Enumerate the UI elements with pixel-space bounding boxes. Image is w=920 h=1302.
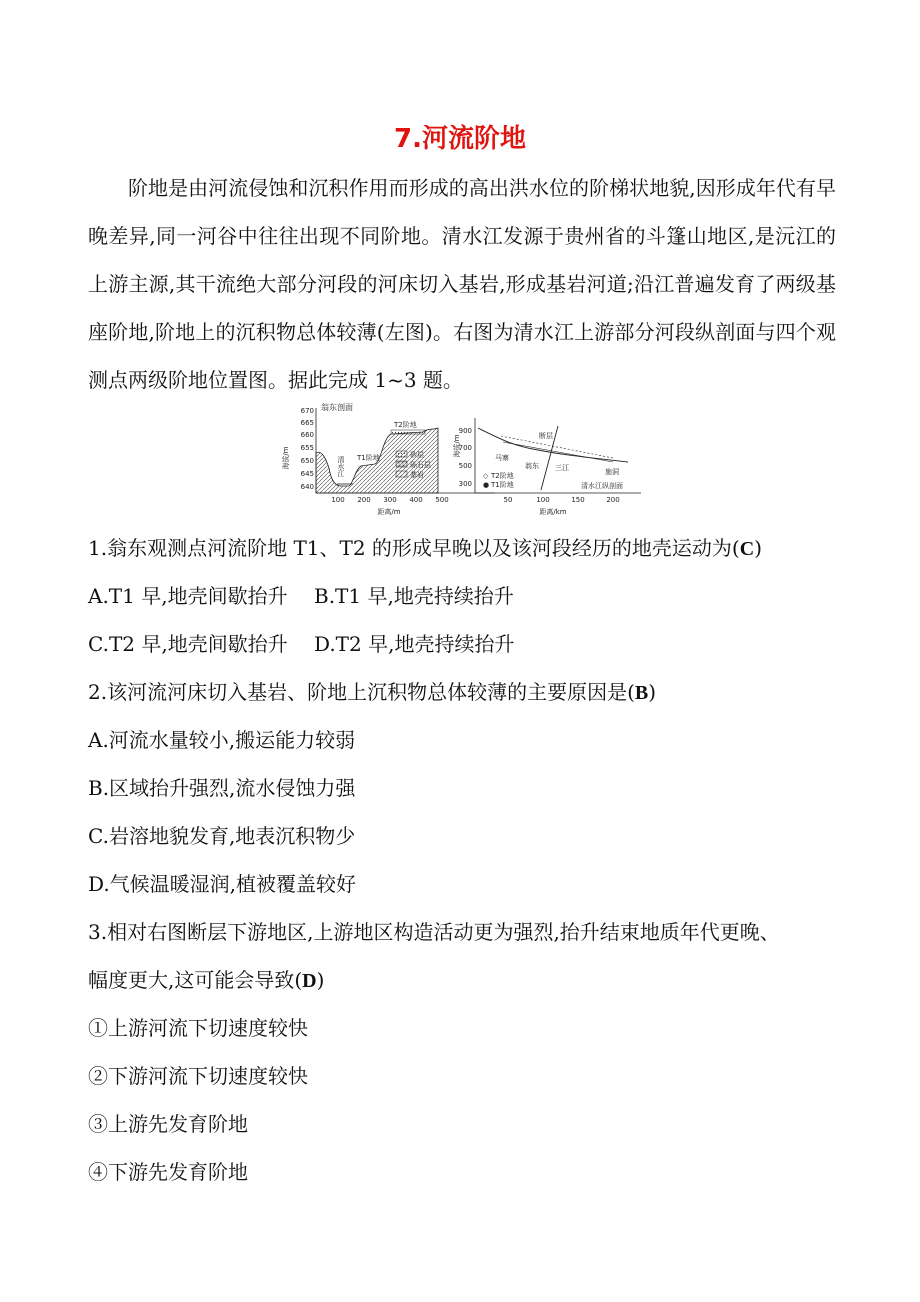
q2-option-b: B.区域抬升强烈,流水侵蚀力强 [88,776,356,800]
left-ytick: 670 [300,407,314,415]
left-y-label: 海拔/m [282,446,290,470]
question-2-answer: B [634,682,649,704]
legend-gravel-swatch [396,461,407,467]
left-xtick: 100 [331,496,345,504]
question-1-close: ) [754,536,762,560]
legend-gravel: 砾石层 [410,461,431,469]
question-3-answer: D [302,970,317,992]
right-xtick: 100 [536,496,550,504]
right-fault-label: 断层 [539,432,553,440]
left-xtick: 500 [435,496,449,504]
left-t1-label: T1阶地 [357,454,380,462]
right-xtick: 150 [571,496,585,504]
right-x-label: 距离/km [539,508,567,516]
question-1-answer: C [739,538,755,560]
right-xtick: 50 [503,496,513,504]
q2-option-d: D.气候温暖湿润,植被覆盖较好 [88,872,357,896]
right-legend-t2-marker: ◇ [483,472,489,480]
figure-svg [283,398,645,520]
right-ytick: 300 [458,480,472,488]
question-3-stem: 幅度更大,这可能会导致( [88,968,303,992]
left-profile-chart [281,402,495,516]
q1-option-c: C.T2 早,地壳间歇抬升 [88,632,288,656]
right-legend-t1: T1阶地 [491,481,514,489]
right-ytick: 900 [458,427,472,435]
q2-option-c: C.岩溶地貌发育,地表沉积物少 [88,824,356,848]
left-ytick: 640 [300,483,314,491]
right-profile-label: 清水江纵剖面 [581,482,623,490]
left-ytick: 655 [300,444,314,452]
legend-bedrock-swatch [396,471,407,477]
left-river-label: 清水江 [337,456,345,477]
left-t2-deposit [391,430,425,434]
question-3-line2 [88,964,324,993]
right-wengdong-label: 翁东 [525,462,539,470]
question-2-stem: 2.该河流河床切入基岩、阶地上沉积物总体较薄的主要原因是( [88,680,635,704]
left-t2-label: T2阶地 [394,421,417,429]
left-xtick: 400 [409,496,423,504]
left-xtick: 200 [357,496,371,504]
right-xtick: 200 [606,496,620,504]
figure [283,398,645,520]
q3-option-2: ②下游河流下切速度较快 [88,1064,308,1088]
right-legend-t2: T2阶地 [491,472,514,480]
right-taidong-label: 施洞 [605,468,619,476]
right-t1-line [503,442,613,462]
left-ytick: 645 [300,470,314,478]
legend-sand: 砂层 [410,451,424,459]
q1-option-a: A.T1 早,地壳间歇抬升 [88,584,288,608]
q3-option-1: ①上游河流下切速度较快 [88,1016,308,1040]
left-ytick: 665 [300,419,314,427]
legend-bedrock: 基岩 [410,471,424,479]
legend-sand-swatch [396,451,407,457]
right-ytick: 500 [458,462,472,470]
question-2 [88,676,656,705]
right-t2-line [501,436,613,458]
question-3-line1: 3.相对右图断层下游地区,上游地区构造活动更为强烈,抬升结束地质年代更晚、 [88,920,780,944]
question-3-close: ) [316,968,325,992]
question-2-close: ) [648,680,657,704]
question-1 [88,532,762,561]
left-chart-title: 翁东剖面 [321,403,353,412]
left-ytick: 660 [300,431,314,439]
right-longitudinal-chart [452,418,641,516]
left-xtick: 300 [383,496,397,504]
left-x-label: 距离/m [377,508,401,516]
page-title: 7.河流阶地 [394,124,526,154]
right-ytick: 700 [458,444,472,452]
right-sanjiang-label: 三江 [555,464,569,472]
q2-option-a: A.河流水量较小,搬运能力较弱 [88,728,356,752]
right-y-label: 海拔/m [453,434,461,458]
right-mazhai-label: 马寨 [495,454,509,462]
left-ytick: 650 [300,457,314,465]
question-1-stem: 1.翁东观测点河流阶地 T1、T2 的形成早晚以及该河段经历的地壳运动为( [88,536,740,560]
q1-option-b: B.T1 早,地壳持续抬升 [314,584,514,608]
right-legend-t1-marker: ● [483,481,490,489]
q1-option-d: D.T2 早,地壳持续抬升 [314,632,515,656]
q3-option-3: ③上游先发育阶地 [88,1112,248,1136]
q3-option-4: ④下游先发育阶地 [88,1160,248,1184]
intro-paragraph: 阶地是由河流侵蚀和沉积作用而形成的高出洪水位的阶梯状地貌,因形成年代有早晚差异,同一河谷中往往出现不同阶地。清水江发源于贵州省的斗篷山地区,是沅江的上游主源,其干流绝大部分河段的河床切入基岩,形成基岩河道;沿江普遍发育了两级基座阶地,阶地上的沉积物总体较薄(左图)。右图为清水江上游部分河段纵剖面与四个观测点两级阶地位置图。据此完成 1~3 题。 [88,176,836,392]
